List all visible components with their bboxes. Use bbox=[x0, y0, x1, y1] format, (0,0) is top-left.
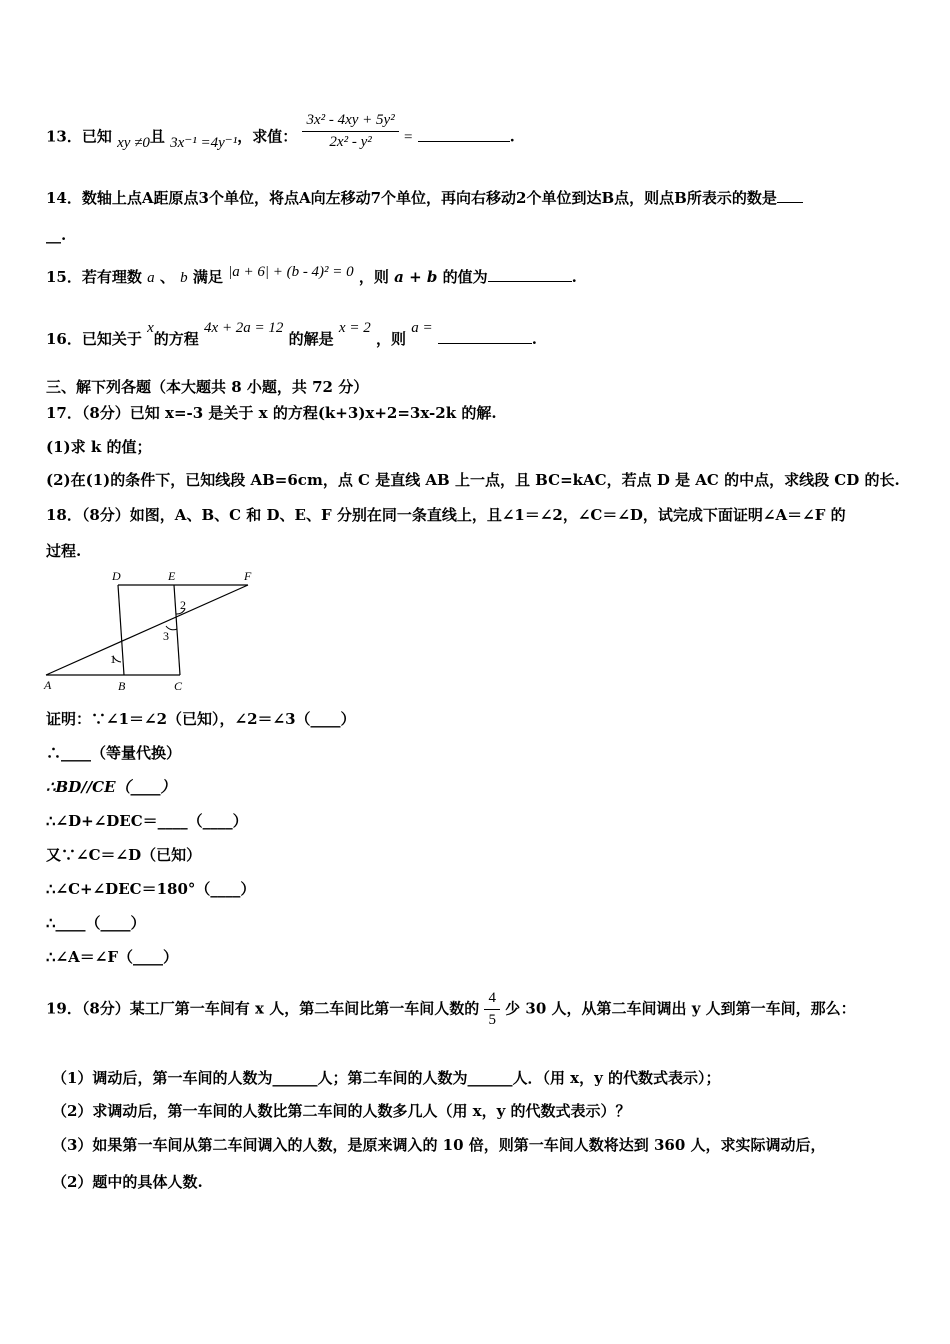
q19-numerator: 4 bbox=[484, 990, 500, 1010]
q15-cond: 满足 bbox=[192, 268, 223, 286]
q13-denominator: 2x² - y² bbox=[329, 134, 372, 150]
q14-text: 14．数轴上点A距原点3个单位，将点A向左移动7个单位，再向右移动2个单位到达B点，则点B所表示的数是 bbox=[46, 189, 777, 207]
geometry-figure bbox=[40, 566, 270, 694]
q15-prefix: 15．若有理数 bbox=[46, 268, 142, 286]
q15-sep: 、 bbox=[159, 268, 175, 286]
question-17-line-2: (1)求 k 的值； bbox=[46, 438, 152, 456]
proof-line-5: 又∵∠C＝∠D（已知） bbox=[46, 846, 202, 864]
q13-prefix: 13．已知 bbox=[46, 127, 112, 146]
q16-prefix: 16．已知关于 bbox=[46, 330, 142, 348]
q13-numerator: 3x² - 4xy + 5y² bbox=[302, 112, 398, 132]
q15-var-b: b bbox=[180, 270, 188, 286]
q15-var-a: a bbox=[147, 270, 155, 286]
q16-eqword: 的方程 bbox=[153, 330, 199, 348]
proof-line-1: 证明：∵∠1＝∠2（已知），∠2＝∠3（____） bbox=[46, 710, 356, 728]
q15-mid: ，则 bbox=[358, 268, 389, 286]
q13-answer-blank[interactable] bbox=[418, 141, 510, 142]
question-14 bbox=[46, 187, 803, 208]
q16-equation: 4x + 2a = 12 bbox=[204, 320, 284, 336]
q19-part-3: （3）如果第一车间从第二车间调入的人数，是原来调入的 10 倍，则第一车间人数将达到 360 人，求实际调动后， bbox=[52, 1136, 826, 1154]
q13-condition-1: xy ≠0 bbox=[117, 134, 150, 151]
proof-line-6: ∴∠C+∠DEC＝180°（____） bbox=[46, 880, 256, 898]
label-angle-3: 3 bbox=[163, 629, 169, 643]
q19-denominator: 5 bbox=[488, 1012, 496, 1028]
question-14-continuation bbox=[46, 226, 66, 244]
q19-part-1: （1）调动后，第一车间的人数为______人；第二车间的人数为______人．（用 x，y 的代数式表示）； bbox=[52, 1069, 721, 1087]
q16-var-x: x bbox=[147, 320, 154, 336]
q13-equals: = bbox=[403, 129, 413, 146]
q16-answer-blank[interactable] bbox=[438, 343, 532, 344]
proof-line-3: ∴BD//CE（____） bbox=[46, 778, 176, 796]
q16-dot: . bbox=[531, 330, 538, 348]
label-a: A bbox=[44, 678, 52, 692]
q19-part-4: （2）题中的具体人数. bbox=[52, 1173, 203, 1191]
q15-answer-blank[interactable] bbox=[488, 281, 572, 282]
label-angle-2: 2 bbox=[180, 598, 186, 612]
q14-cont: __. bbox=[46, 226, 67, 244]
q15-dot: . bbox=[571, 268, 577, 286]
proof-line-8: ∴∠A＝∠F（____） bbox=[46, 948, 178, 966]
q13-end: . bbox=[509, 127, 515, 146]
label-c: C bbox=[174, 679, 183, 693]
q13-condition-2: 3x⁻¹ =4y⁻¹ bbox=[170, 134, 238, 151]
q19-prefix: 19．（8分）某工厂第一车间有 x 人，第二车间比第一车间人数的 bbox=[46, 999, 480, 1018]
q14-answer-blank[interactable] bbox=[777, 202, 803, 203]
proof-line-4: ∴∠D+∠DEC＝____（____） bbox=[46, 812, 248, 830]
proof-line-2: ∴____（等量代换） bbox=[46, 744, 182, 762]
q13-fraction bbox=[302, 112, 398, 151]
proof-line-7: ∴____（____） bbox=[46, 914, 146, 932]
question-19 bbox=[46, 990, 856, 1029]
question-16 bbox=[46, 320, 538, 349]
q15-expression: |a + 6| + (b - 4)² = 0 bbox=[228, 264, 354, 280]
q13-and: 且 bbox=[149, 127, 165, 146]
q16-x-value: x = 2 bbox=[338, 320, 371, 336]
q13-ask: ，求值： bbox=[237, 127, 298, 146]
q16-sol: 的解是 bbox=[288, 330, 334, 348]
question-13 bbox=[46, 112, 515, 157]
line-af bbox=[46, 585, 248, 675]
label-b: B bbox=[118, 679, 126, 693]
section-3-heading: 三、解下列各题（本大题共 8 小题，共 72 分） bbox=[46, 378, 369, 396]
question-18-line-1: 18．（8分）如图，A、B、C 和 D、E、F 分别在同一条直线上，且∠1＝∠2，∠C＝∠D，试完成下面证明∠A＝∠F 的 bbox=[46, 506, 846, 524]
q19-part-2: （2）求调动后，第一车间的人数比第二车间的人数多几人（用 x，y 的代数式表示）？ bbox=[52, 1102, 631, 1120]
q16-a-equals: a = bbox=[411, 320, 433, 336]
label-f: F bbox=[244, 569, 252, 583]
question-17-line-1: 17．（8分）已知 x=-3 是关于 x 的方程(k+3)x+2=3x-2k 的解. bbox=[46, 404, 497, 422]
q19-fraction bbox=[484, 990, 500, 1029]
label-d: D bbox=[112, 569, 121, 583]
q15-end: 的值为 bbox=[442, 268, 488, 286]
q16-then: ，则 bbox=[375, 330, 406, 348]
q15-a-plus-b: a + b bbox=[394, 268, 438, 286]
question-17-line-3: (2)在(1)的条件下，已知线段 AB=6cm，点 C 是直线 AB 上一点，且 BC=kAC，若点 D 是 AC 的中点，求线段 CD 的长. bbox=[46, 471, 900, 489]
label-angle-1: 1 bbox=[110, 652, 116, 666]
question-18-line-2: 过程. bbox=[46, 542, 82, 560]
q19-suffix: 少 30 人，从第二车间调出 y 人到第一车间，那么： bbox=[505, 999, 856, 1018]
label-e: E bbox=[168, 569, 176, 583]
question-15 bbox=[46, 266, 577, 287]
